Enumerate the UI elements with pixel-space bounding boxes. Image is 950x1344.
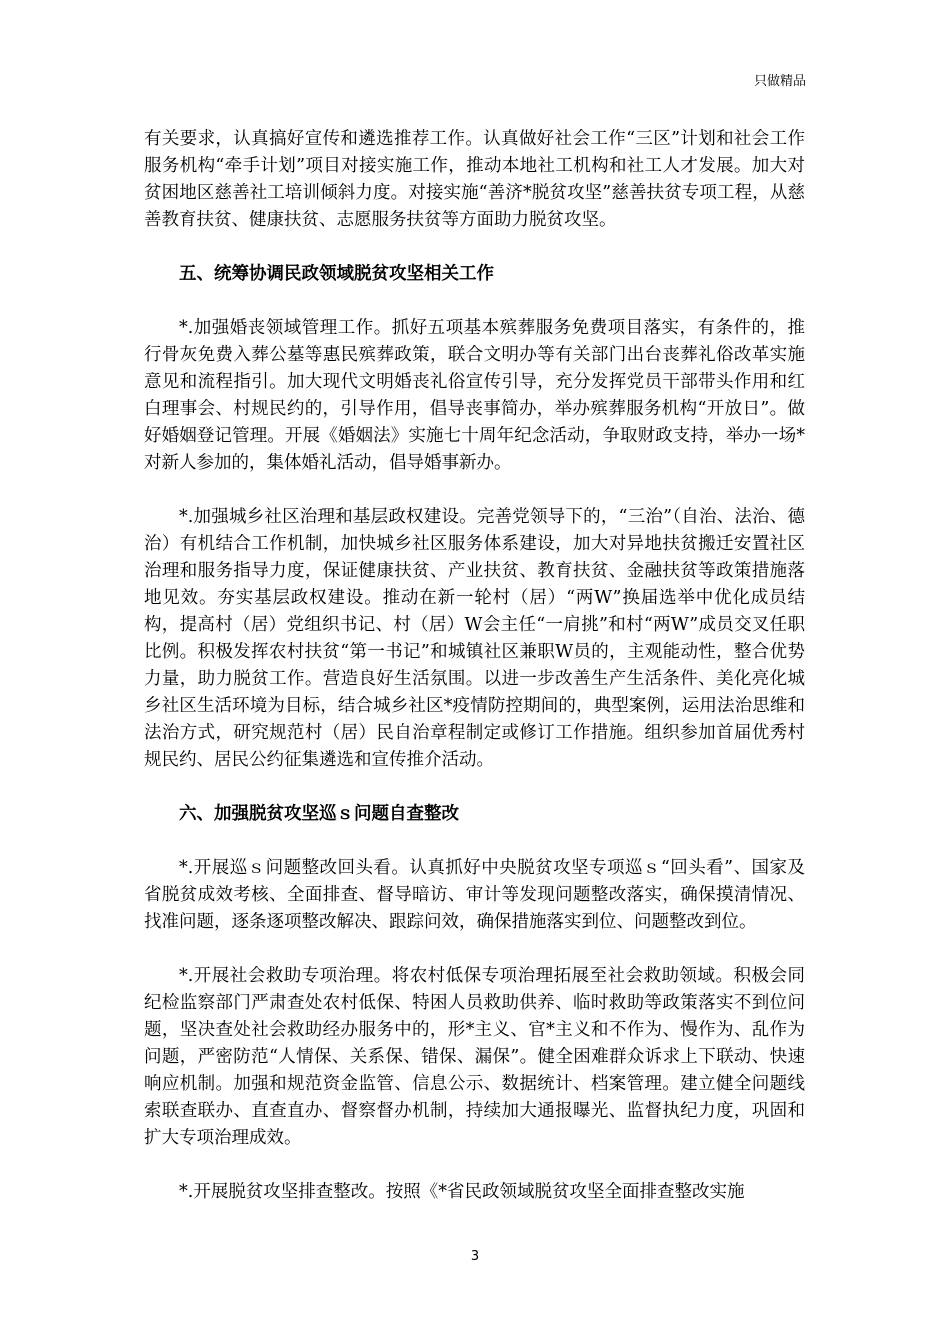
spacer	[144, 936, 805, 963]
page-number: 3	[470, 1249, 480, 1264]
spacer	[144, 288, 805, 315]
section-heading-5: 五、统筹协调民政领域脱贫攻坚相关工作	[179, 264, 494, 284]
spacer	[144, 1152, 805, 1179]
spacer	[144, 477, 805, 504]
spacer	[144, 234, 805, 261]
paragraph-5: *.开展社会救助专项治理。将农村低保专项治理拓展至社会救助领域。积极会同纪检监察部门严肃查处农村低保、特困人员救助供养、临时救助等政策落实不到位问题，坚决查处社会救助经办服务中的，形*主义、官*主义和不作为、慢作为、乱作为问题，严密防范“人情保、关系保、错保、漏保”。健全困难群众诉求上下联动、快速响应机制。加强和规范资金监管、信息公示、数据统计、档案管理。建立健全问题线索联查联办、直查直办、督察督办机制，持续加大通报曝光、监督执纪力度，巩固和扩大专项治理成效。	[144, 966, 805, 1148]
page-header: 只做精品	[753, 74, 806, 89]
document-body	[144, 126, 805, 1206]
paragraph-3: *.加强城乡社区治理和基层政权建设。完善党领导下的，“三治”（自治、法治、德治）有机结合工作机制，加快城乡社区服务体系建设，加大对异地扶贫搬迁安置社区治理和服务指导力度，保证健康扶贫、产业扶贫、教育扶贫、金融扶贫等政策措施落地见效。夯实基层政权建设。推动在新一轮村（居）“两W”换届选举中优化成员结构，提高村（居）党组织书记、村（居）W会主任“一肩挑”和村“两W”成员交叉任职比例。积极发挥农村扶贫“第一书记”和城镇社区兼职W员的，主观能动性，整合优势力量，助力脱贫工作。营造良好生活氛围。以进一步改善生产生活条件、美化亮化城乡社区生活环境为目标，结合城乡社区*疫情防控期间的，典型案例，运用法治思维和法治方式，研究规范村（居）民自治章程制定或修订工作措施。组织参加首届优秀村规民约、居民公约征集遴选和宣传推介活动。	[144, 507, 805, 770]
paragraph-4: *.开展巡ｓ问题整改回头看。认真抓好中央脱贫攻坚专项巡ｓ“回头看”、国家及省脱贫成效考核、全面排查、督导暗访、审计等发现问题整改落实，确保摸清情况、找准问题，逐条逐项整改解决、跟踪问效，确保措施落实到位、问题整改到位。	[144, 858, 805, 932]
section-heading-6: 六、加强脱贫攻坚巡ｓ问题自查整改	[179, 804, 459, 824]
spacer	[144, 774, 805, 801]
paragraph-1: 有关要求，认真搞好宣传和遴选推荐工作。认真做好社会工作“三区”计划和社会工作服务机构“牵手计划”项目对接实施工作，推动本地社工机构和社工人才发展。加大对贫困地区慈善社工培训倾斜力度。对接实施“善济*脱贫攻坚”慈善扶贫专项工程，从慈善教育扶贫、健康扶贫、志愿服务扶贫等方面助力脱贫攻坚。	[144, 129, 805, 230]
paragraph-6: *.开展脱贫攻坚排查整改。按照《*省民政领域脱贫攻坚全面排查整改实施	[179, 1182, 745, 1202]
paragraph-2: *.加强婚丧领域管理工作。抓好五项基本殡葬服务免费项目落实，有条件的，推行骨灰免费入葬公墓等惠民殡葬政策，联合文明办等有关部门出台丧葬礼俗改革实施意见和流程指引。加大现代文明婚丧礼俗宣传引导，充分发挥党员干部带头作用和红白理事会、村规民约的，引导作用，倡导丧事简办，举办殡葬服务机构“开放日”。做好婚姻登记管理。开展《婚姻法》实施七十周年纪念活动，争取财政支持，举办一场*对新人参加的，集体婚礼活动，倡导婚事新办。	[144, 318, 805, 473]
spacer	[144, 828, 805, 855]
